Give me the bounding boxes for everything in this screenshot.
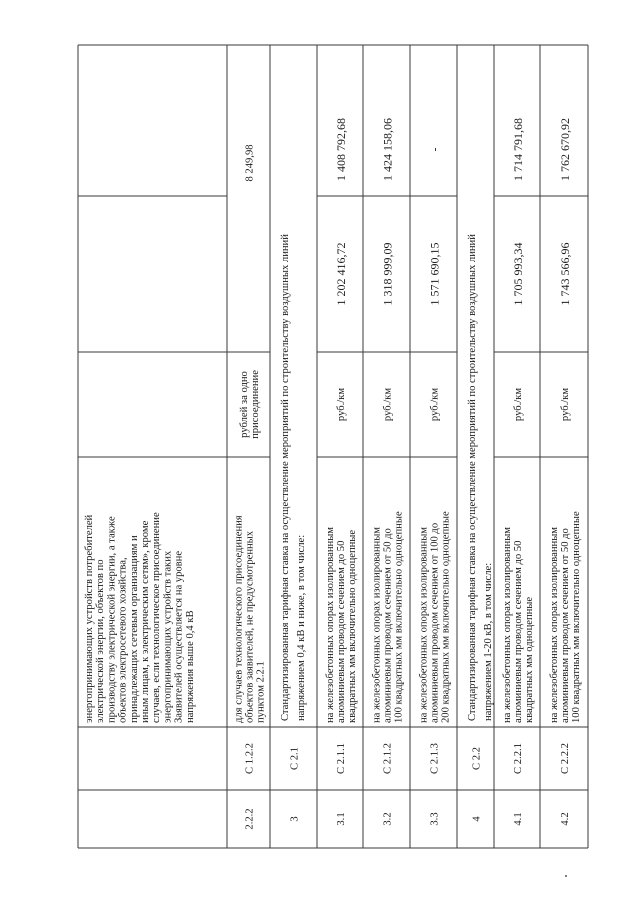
unit-label: руб./км bbox=[560, 387, 571, 422]
row-code: С 2.2.1 bbox=[513, 743, 524, 774]
description-line: алюминиевым проводом сечением до 50 bbox=[336, 540, 347, 723]
value-a: 1 318 999,09 bbox=[380, 242, 395, 306]
row-number: 4.1 bbox=[513, 812, 524, 826]
row-number: 3.3 bbox=[429, 812, 441, 826]
merged-value: 8 249,98 bbox=[244, 144, 256, 182]
row-code: С 2.1.2 bbox=[382, 743, 394, 774]
value-b: 1 714 791,68 bbox=[511, 118, 525, 181]
description-line: пунктом 2.2.1 bbox=[255, 661, 267, 723]
description-line: энергопринимающих устройств потребителей bbox=[84, 514, 95, 723]
description-line: на железобетонных опорах изолированным bbox=[324, 526, 336, 723]
row-number: 3.1 bbox=[336, 812, 347, 826]
description-line: на железобетонных опорах изолированным bbox=[371, 526, 383, 723]
description-line: квадратных мм включительно одноцепные bbox=[347, 529, 359, 723]
description-line: объектов заявителей, не предусмотренных bbox=[244, 530, 256, 723]
description-line: алюминиевым проводом сечением от 100 до bbox=[429, 522, 441, 723]
unit-label: руб./км bbox=[429, 387, 441, 422]
description-line: производству электрической энергии, а также bbox=[106, 516, 118, 723]
description-line: 100 квадратных мм включительно одноцепные bbox=[571, 511, 583, 723]
description-line: иным лицам, к электрическим сетям», кроме bbox=[140, 520, 151, 723]
description-line: на железобетонных опорах изолированным bbox=[548, 526, 560, 723]
row-code: С 2.2.2 bbox=[560, 743, 571, 774]
value-a: 1 743 566,96 bbox=[558, 242, 572, 306]
row-number: 2.2.2 bbox=[244, 808, 256, 830]
row-code: С 1.2.2 bbox=[244, 743, 256, 774]
description-line: Заявителей осуществляется на уровне bbox=[173, 550, 185, 723]
description-line: алюминиевым проводом сечением от 50 до bbox=[560, 528, 571, 723]
section-heading-line: Стандартизированная тарифная ставка на осуществление мероприятий по строительству воздушных линий bbox=[467, 234, 478, 721]
unit-label: руб./км bbox=[382, 387, 394, 422]
row-number: 3 bbox=[289, 816, 301, 822]
description-line: для случаев технологического присоединения bbox=[233, 515, 245, 723]
row-number: 3.2 bbox=[382, 812, 394, 826]
description-line: на железобетонных опорах изолированным bbox=[418, 526, 430, 723]
value-b: 1 762 670,92 bbox=[558, 118, 572, 181]
row-number: 4 bbox=[471, 816, 483, 822]
value-b: 1 408 792,68 bbox=[334, 118, 348, 181]
value-b: 1 424 158,06 bbox=[380, 118, 395, 181]
unit-label: присоединение bbox=[250, 370, 262, 439]
value-a: 1 202 416,72 bbox=[334, 242, 348, 306]
description-line: 100 квадратных мм включительно одноцепные bbox=[393, 511, 405, 723]
unit-label: рублей за одно bbox=[238, 371, 250, 438]
value-a: 1 571 690,15 bbox=[427, 242, 442, 306]
description-line: энергопринимающих устройств таких bbox=[162, 550, 174, 723]
description-line: электрической энергии, объектов по bbox=[95, 559, 107, 723]
description-line: алюминиевым проводом сечением до 50 bbox=[513, 540, 524, 723]
description-line: квадратных мм одноцепные bbox=[524, 596, 536, 723]
row-code: С 2.1 bbox=[289, 747, 301, 770]
description-line: алюминиевым проводом сечением от 50 до bbox=[382, 528, 394, 723]
description-line: 200 квадратных мм включительно одноцепные bbox=[440, 511, 452, 723]
description-line: напряжения выше 0,4 кВ bbox=[184, 610, 196, 723]
unit-label: руб./км bbox=[513, 387, 524, 422]
description-line: принадлежащих сетевым организациям и bbox=[128, 535, 140, 723]
row-code: С 2.2 bbox=[471, 747, 483, 770]
unit-label: руб./км bbox=[336, 387, 347, 422]
section-heading-line: напряжением 1-20 кВ, в том числе: bbox=[483, 562, 494, 721]
description-line: объектов электросетевого хозяйства, bbox=[117, 557, 129, 723]
section-heading-line: напряжением 0,4 кВ и ниже, в том числе: bbox=[296, 534, 307, 721]
value-a: 1 705 993,34 bbox=[511, 242, 525, 306]
value-b: - bbox=[427, 147, 442, 152]
section-heading-line: Стандартизированная тарифная ставка на осуществление мероприятий по строительству воздушных линий bbox=[280, 234, 291, 721]
row-number: 4.2 bbox=[560, 812, 571, 826]
description-line: на железобетонных опорах изолированным bbox=[501, 526, 513, 723]
row-code: С 2.1.1 bbox=[336, 743, 347, 774]
description-line: случаев, если технологическое присоединение bbox=[151, 512, 163, 723]
row-code: С 2.1.3 bbox=[429, 743, 441, 774]
scan-speck bbox=[565, 875, 567, 877]
